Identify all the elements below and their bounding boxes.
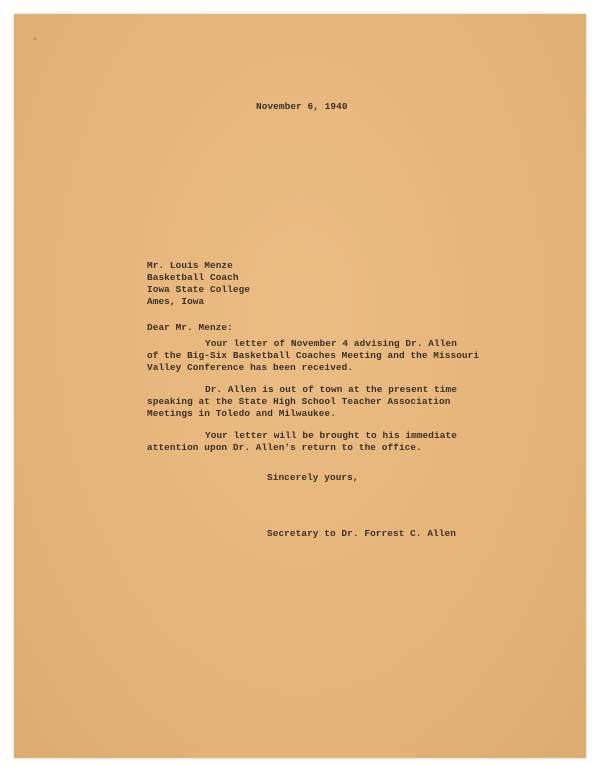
letter-date: November 6, 1940 (256, 101, 348, 112)
recipient-name: Mr. Louis Menze (147, 260, 233, 271)
recipient-title: Basketball Coach (147, 272, 239, 283)
salutation: Dear Mr. Menze: (147, 322, 233, 333)
signature-line: Secretary to Dr. Forrest C. Allen (267, 528, 456, 539)
paragraph-1-line-1: Your letter of November 4 advising Dr. Allen (205, 338, 457, 349)
paragraph-2-line-1: Dr. Allen is out of town at the present time (205, 384, 457, 395)
recipient-city: Ames, Iowa (147, 296, 205, 307)
paragraph-1-line-3: Valley Conference has been received. (147, 362, 354, 373)
paragraph-2-line-3: Meetings in Toledo and Milwaukee. (147, 408, 336, 419)
paper-speck (34, 38, 36, 40)
paragraph-3-line-2: attention upon Dr. Allen's return to the office. (147, 442, 422, 453)
closing: Sincerely yours, (267, 472, 359, 483)
paragraph-3-line-1: Your letter will be brought to his immediate (205, 430, 457, 441)
paragraph-2-line-2: speaking at the State High School Teacher Association (147, 396, 451, 407)
paragraph-1-line-2: of the Big-Six Basketball Coaches Meeting and the Missouri (147, 350, 480, 361)
letter-page (14, 14, 586, 758)
recipient-institution: Iowa State College (147, 284, 251, 295)
